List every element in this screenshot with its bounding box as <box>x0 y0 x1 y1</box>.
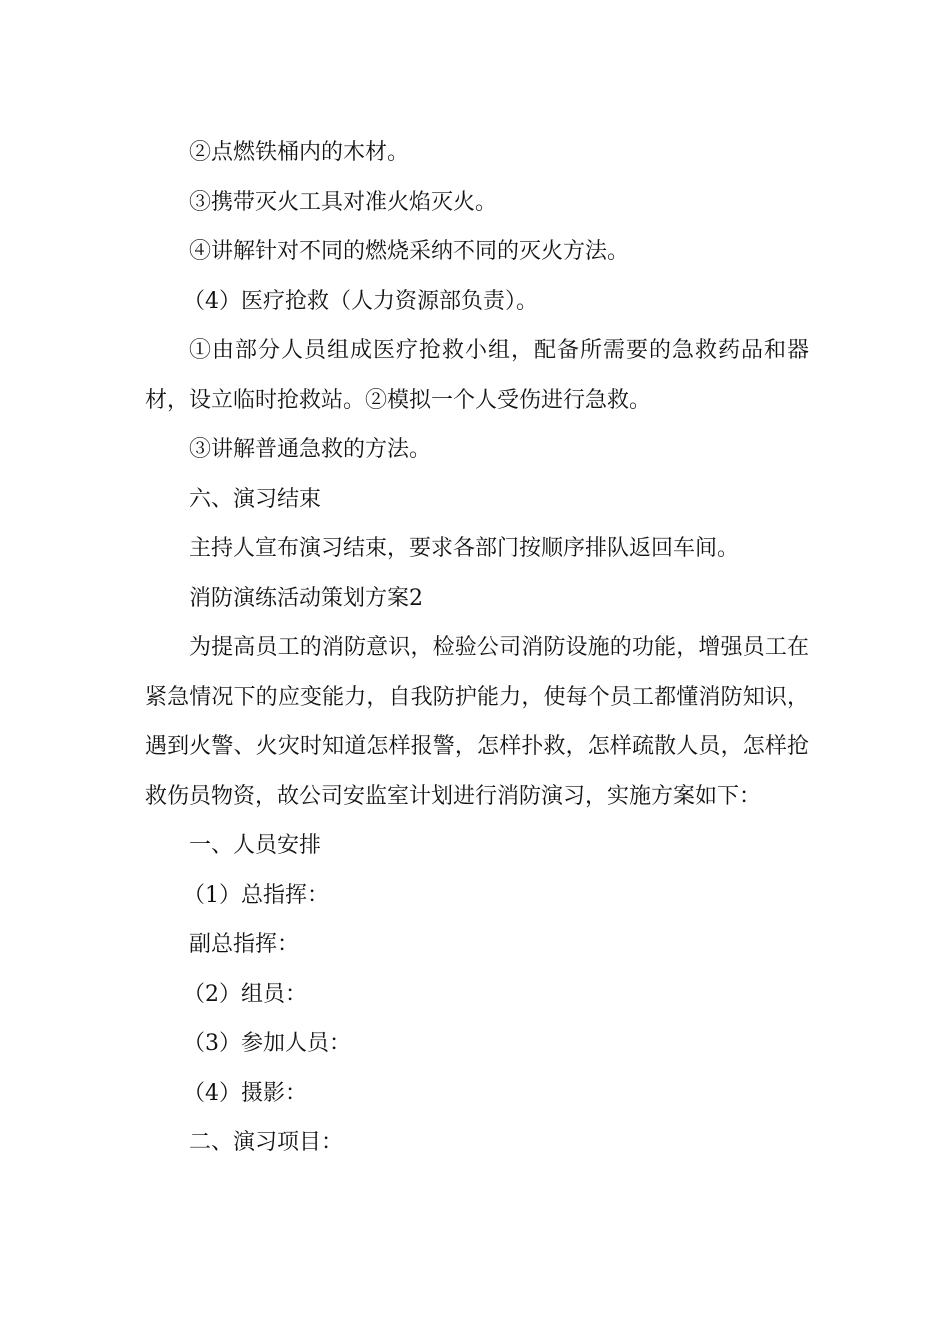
document-body <box>145 128 809 1168</box>
list-item-deputy-commander: 副总指挥： <box>189 932 300 957</box>
paragraph-host-announce: 主持人宣布演习结束，要求各部门按顺序排队返回车间。 <box>189 536 740 561</box>
list-item-photography: （4）摄影： <box>183 1080 307 1106</box>
paragraph-purpose: 为提高员工的消防意识，检验公司消防设施的功能，增强员工在紧急情况下的应变能力，自我防护能力，使每个员工都懂消防知识，遇到火警、火灾时知道怎样报警，怎样扑救，怎样疏散人员，怎样抢救伤员物资，故公司安监室计划进行消防演习，实施方案如下： <box>145 635 809 809</box>
paragraph-ignite-wood: ②点燃铁桶内的木材。 <box>189 140 410 165</box>
list-item-participants: （3）参加人员： <box>183 1031 351 1056</box>
section-heading-personnel: 一、人员安排 <box>189 833 322 858</box>
paragraph-explain-methods: ④讲解针对不同的燃烧采纳不同的灭火方法。 <box>189 239 630 264</box>
list-item-members: （2）组员： <box>183 981 307 1007</box>
paragraph-extinguish: ③携带灭火工具对准火焰灭火。 <box>189 189 498 215</box>
paragraph-medical-rescue-heading: （4）医疗抢救（人力资源部负责）。 <box>183 288 538 314</box>
section-heading-drill-items: 二、演习项目： <box>189 1130 344 1155</box>
section-heading-drill-end: 六、演习结束 <box>189 486 322 512</box>
list-item-commander: （1）总指挥： <box>183 882 329 908</box>
paragraph-first-aid: ③讲解普通急救的方法。 <box>189 437 432 462</box>
document-title-plan-2: 消防演练活动策划方案2 <box>189 585 423 611</box>
paragraph-medical-team: ①由部分人员组成医疗抢救小组，配备所需要的急救药品和器材，设立临时抢救站。②模拟一个人受伤进行急救。 <box>145 338 809 413</box>
